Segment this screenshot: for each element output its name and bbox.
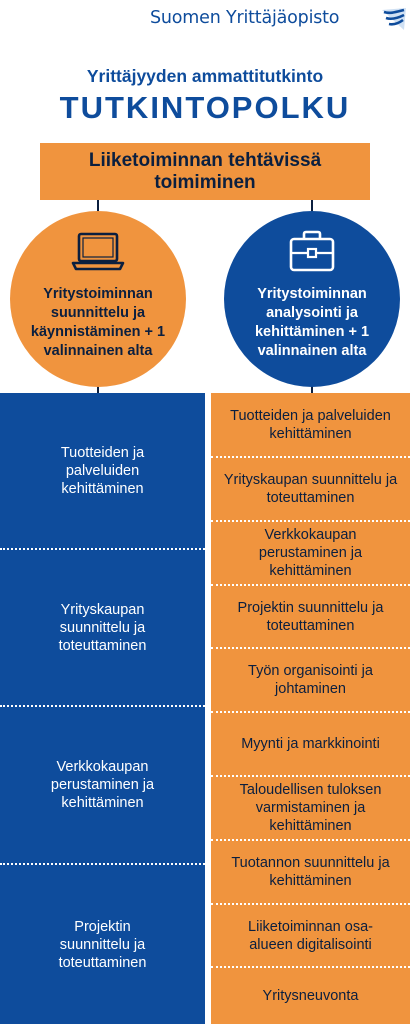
path-circle-planning (10, 211, 186, 387)
left-item: Verkkokaupan perustaminen ja kehittäminen (50, 759, 155, 811)
right-item: Liiketoiminnan osa-alueen digitalisointi (248, 918, 373, 953)
right-item: Projektin suunnittelu ja toteuttaminen (237, 599, 384, 634)
right-item: Työn organisointi ja johtaminen (248, 663, 373, 697)
elective-column-left (0, 393, 205, 1024)
brand-name: Suomen Yrittäjäopisto (150, 8, 340, 28)
right-item: Myynti ja markkinointi (241, 736, 380, 752)
right-item: Tuotannon suunnittelu ja kehittäminen (231, 855, 390, 889)
page-subtitle: Yrittäjyyden ammattitutkinto (86, 66, 324, 86)
right-item: Yrityskaupan suunnittelu ja toteuttaminen (223, 472, 398, 506)
circle-right-text: Yritystoiminnan analysointi ja kehittäminen + 1 valinnainen alta (254, 286, 370, 359)
wave-logo-icon (380, 6, 408, 32)
right-item: Tuotteiden ja palveluiden kehittäminen (230, 407, 391, 442)
left-item: Yrityskaupan suunnittelu ja toteuttaminen (58, 601, 147, 654)
page-title: TUTKINTOPOLKU (59, 90, 351, 125)
path-circle-analysis (224, 211, 400, 387)
right-item: Taloudellisen tuloksen varmistaminen ja kehittäminen (239, 782, 382, 834)
laptop-icon (70, 229, 126, 275)
briefcase-icon (287, 229, 337, 275)
elective-column-right (211, 393, 410, 1024)
brand-header (150, 6, 405, 36)
circle-left-text: Yritystoiminnan suunnittelu ja käynnistäminen + 1 valinnainen alta (30, 286, 166, 359)
left-item: Projektin suunnittelu ja toteuttaminen (58, 918, 147, 971)
left-item: Tuotteiden ja palveluiden kehittäminen (60, 444, 145, 497)
right-item: Yritysneuvonta (262, 988, 359, 1004)
right-item: Verkkokaupan perustaminen ja kehittäminen (258, 527, 363, 579)
core-module-box (40, 143, 370, 200)
core-module-label: Liiketoiminnan tehtävissä toimiminen (88, 149, 322, 193)
